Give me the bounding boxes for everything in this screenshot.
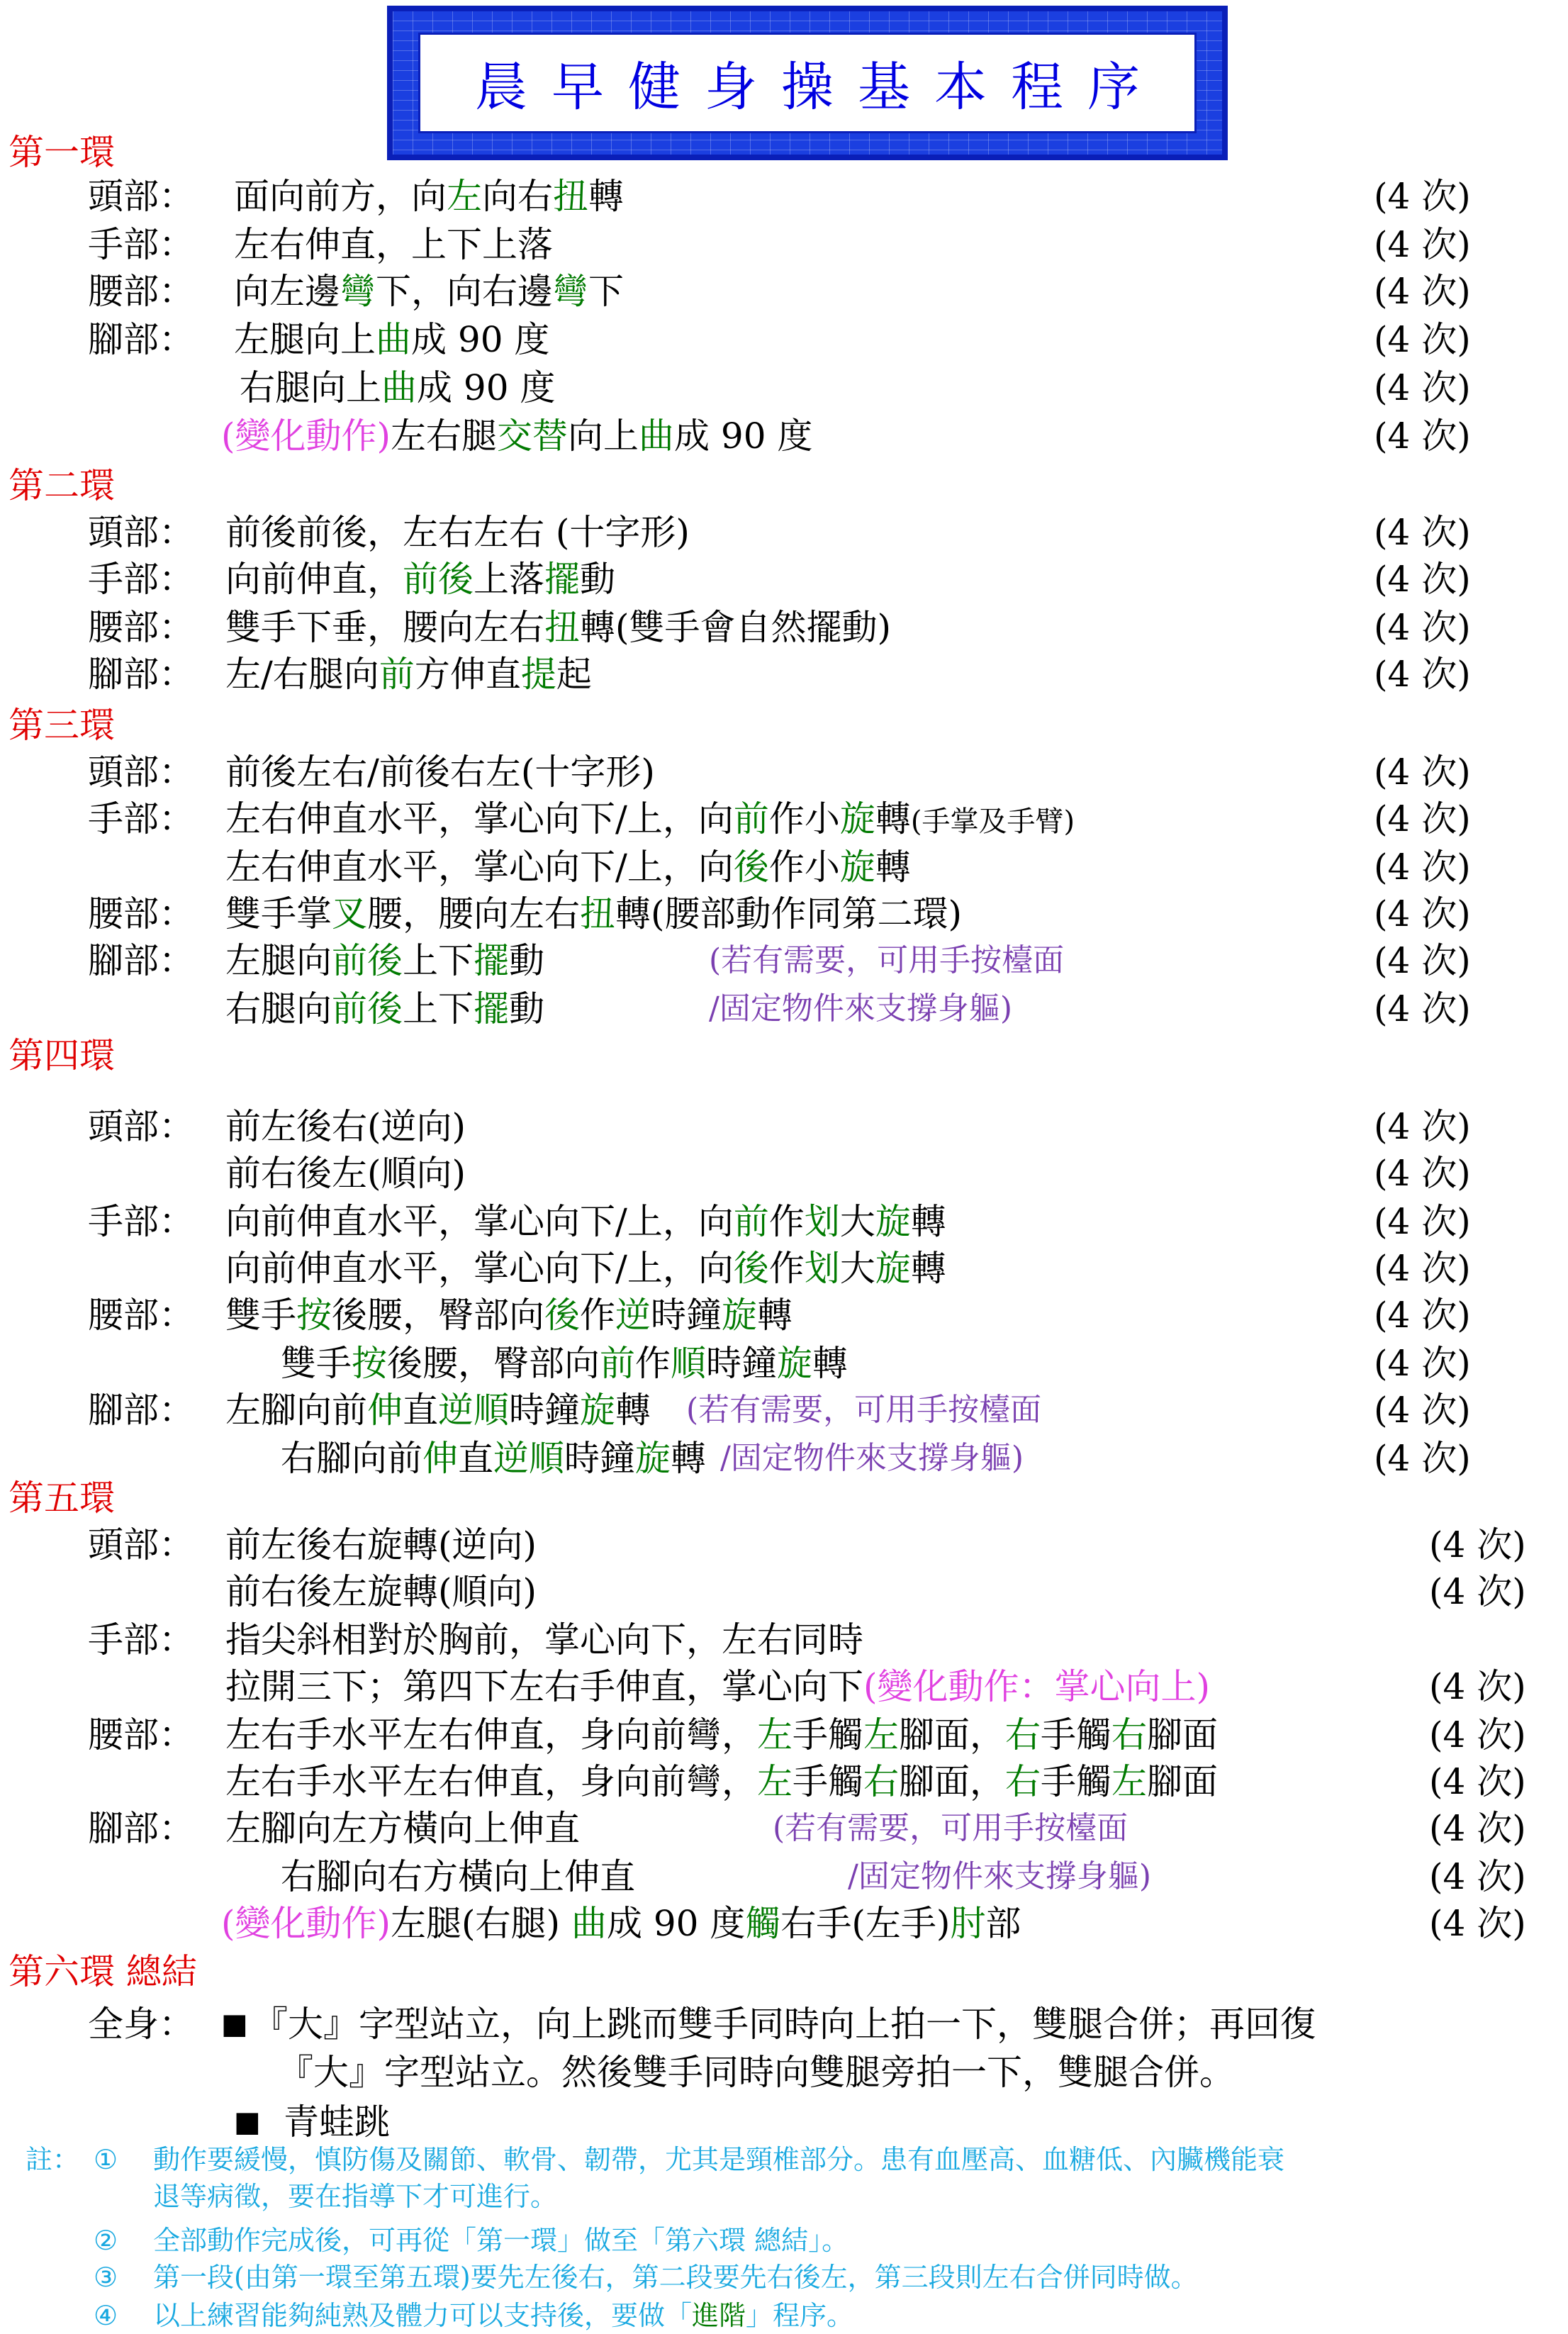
exercise-instruction [225,1712,1218,1758]
note-text: 退等病徵，要在指導下才可進行。 [153,2181,558,2212]
summary-line: 青蛙跳 [284,2101,390,2143]
body-part-label: 全身： [88,2004,194,2045]
instruction-text: 左右手水平左右伸直，身向前彎， [225,1714,757,1755]
summary-line: 『大』字型站立，向上跳而雙手同時向上拍一下，雙腿合併；再回復 [252,2004,1316,2045]
repetition-count: (4 次) [1429,1903,1526,1944]
repetition-count: (4 次) [1429,1571,1526,1612]
instruction-text: 動 [509,988,544,1029]
instruction-text: 向左邊 [234,271,340,312]
instruction-text: 右腳向前 [281,1438,422,1479]
emphasis-term: 逆順 [493,1438,564,1479]
exercise-instruction [225,556,615,603]
note-text: 第一段(由第一環至第五環)要先左後右，第二段要先右後左，第三段則左右合併同時做。 [153,2262,1198,2293]
exercise-instruction [281,1340,848,1387]
instruction-text: 手觸 [1041,1714,1111,1755]
instruction-text: 左右手水平左右伸直，身向前彎， [225,1761,757,1802]
instruction-text: 成 90 度 [674,415,813,457]
support-note: /固定物件來支撐身軀) [720,1440,1024,1476]
instruction-text: 轉 [875,847,911,888]
instruction-text: 時鐘 [509,1390,580,1431]
repetition-count: (4 次) [1374,224,1471,265]
instruction-text: 右手(左手) [780,1903,951,1944]
exercise-instruction [225,937,544,984]
note-marker: ② [94,2225,118,2256]
emphasis-term: 前後 [332,988,403,1029]
body-part-label: 腳部： [88,654,194,695]
instruction-text: 左腿向 [225,940,332,981]
instruction-text: 手觸 [793,1761,863,1802]
instruction-text: 腳面， [899,1761,1005,1802]
emphasis-term: 旋 [839,798,875,839]
exercise-instruction [225,749,655,795]
variation-label: (變化動作) [221,415,391,457]
emphasis-term: 逆順 [438,1390,509,1431]
instruction-text: 作 [635,1343,671,1384]
note-text-part: 」程序。 [746,2300,854,2331]
instruction-text: 轉 [812,1343,848,1384]
bullet-icon: ■ [234,2106,261,2138]
instruction-text: 雙手 [225,1295,296,1336]
exercise-instruction [225,1663,1210,1710]
instruction-text: 起 [556,654,592,695]
instruction-text: 方伸直 [414,654,521,695]
emphasis-term: 旋 [722,1295,757,1336]
emphasis-term: 交替 [497,415,569,457]
repetition-count: (4 次) [1429,1761,1526,1802]
emphasis-term: 前後 [403,559,474,600]
exercise-instruction [234,221,553,268]
exercise-instruction [240,364,555,411]
repetition-count: (4 次) [1374,1106,1471,1147]
instruction-text: 手觸 [1041,1761,1111,1802]
repetition-count: (4 次) [1429,1666,1526,1707]
instruction-text: 轉 [910,1201,946,1242]
title-box [418,33,1197,133]
repetition-count: (4 次) [1374,607,1471,648]
instruction-text: 時鐘 [651,1295,722,1336]
body-part-label: 腰部： [88,1295,194,1336]
instruction-text: 向前伸直， [225,559,403,600]
instruction-text: 左腳向左方橫向上伸直 [225,1808,580,1849]
instruction-text: 作 [580,1295,615,1336]
instruction-text: 前左後右(逆向) [225,1106,466,1147]
instruction-text: 時鐘 [564,1438,635,1479]
instruction-text: 轉 [757,1295,793,1336]
section-heading: 第五環 [9,1478,115,1519]
emphasis-term: 右 [1005,1761,1041,1802]
instruction-text: 轉(腰部動作同第二環) [615,893,963,934]
instruction-text: 上下 [403,988,474,1029]
repetition-count: (4 次) [1429,1714,1526,1755]
instruction-text: 直 [403,1390,438,1431]
support-note: (若有需要，可用手按檯面 [709,942,1065,978]
variation-label: (變化動作：掌心向上) [863,1666,1211,1707]
body-part-label: 手部： [88,559,194,600]
emphasis-term: 彎 [340,271,376,312]
instruction-text: 轉 [875,798,911,839]
exercise-instruction [221,1900,1021,1947]
emphasis-term: 左 [863,1714,899,1755]
repetition-count: (4 次) [1374,415,1471,457]
instruction-text: 下 [588,271,624,312]
body-part-label: 腰部： [88,1714,194,1755]
section-heading: 第二環 [9,465,115,506]
exercise-instruction [225,1245,946,1292]
support-note: (若有需要，可用手按檯面 [773,1810,1129,1846]
instruction-text: 部 [985,1903,1021,1944]
instruction-text: 腳面 [1147,1714,1218,1755]
emphasis-term: 叉 [332,893,367,934]
instruction-text: 作 [768,1248,805,1289]
emphasis-term: 曲 [381,367,417,408]
repetition-count: (4 次) [1374,1438,1471,1479]
repetition-count: (4 次) [1374,1248,1471,1289]
instruction-text: 面向前方，向 [234,176,447,217]
exercise-instruction [234,173,624,220]
repetition-count: (4 次) [1429,1856,1526,1897]
emphasis-term: 右 [1005,1714,1041,1755]
exercise-instruction [281,1853,635,1900]
exercise-instruction [225,1292,793,1339]
instruction-text: 前後左右/前後右左(十字形) [225,752,655,793]
emphasis-term: 旋 [580,1390,615,1431]
emphasis-term: 後 [544,1295,580,1336]
emphasis-term: 右 [863,1761,899,1802]
exercise-instruction [225,1521,537,1568]
instruction-text: 指尖斜相對於胸前，掌心向下，左右同時 [225,1619,863,1660]
emphasis-term: 左 [447,176,482,217]
exercise-instruction [225,604,891,651]
repetition-count: (4 次) [1374,847,1471,888]
instruction-text: 轉 [910,1248,946,1289]
instruction-text: 時鐘 [706,1343,777,1384]
support-note: (若有需要，可用手按檯面 [686,1392,1042,1428]
instruction-text: 動 [509,940,544,981]
exercise-instruction [225,1617,863,1663]
emphasis-term: 扭 [544,607,580,648]
note-marker: ③ [94,2262,118,2293]
repetition-count: (4 次) [1374,893,1471,934]
emphasis-term: 曲 [571,1903,607,1944]
repetition-count: (4 次) [1374,1153,1471,1194]
instruction-text: 向前伸直水平，掌心向下/上，向 [225,1201,734,1242]
exercise-instruction [225,890,962,937]
instruction-text: 成 90 度 [606,1903,746,1944]
instruction-text: 轉 [588,176,624,217]
page-title: 晨早健身操基本程序 [475,57,1164,118]
note-marker: ④ [94,2300,118,2331]
repetition-count: (4 次) [1374,654,1471,695]
instruction-text: 後腰，臀部向 [332,1295,544,1336]
instruction-text: 左腳向前 [225,1390,367,1431]
emphasis-term: 彎 [553,271,588,312]
emphasis-term: 前 [600,1343,635,1384]
note-text [153,2299,853,2333]
exercise-instruction [225,844,911,890]
emphasis-term: 划 [804,1201,840,1242]
instruction-text: 前後前後，左右左右 (十字形) [225,512,690,553]
repetition-count: (4 次) [1374,1201,1471,1242]
emphasis-term: 順 [671,1343,706,1384]
exercise-instruction [281,1435,706,1482]
exercise-instruction [225,1150,466,1197]
exercise-instruction [225,1103,466,1150]
instruction-text: 左右伸直，上下上落 [234,224,553,265]
instruction-text: 向右 [482,176,553,217]
emphasis-term: 右 [1111,1714,1147,1755]
exercise-instruction [225,795,1075,845]
body-part-label: 腰部： [88,893,194,934]
instruction-text: 大 [839,1201,875,1242]
instruction-text: 腰，腰向左右 [367,893,580,934]
emphasis-term: 左 [1111,1761,1147,1802]
body-part-label: 腰部： [88,607,194,648]
emphasis-term: 左 [757,1714,793,1755]
instruction-text: 轉 [671,1438,706,1479]
repetition-count: (4 次) [1374,988,1471,1029]
instruction-text: 左右伸直水平，掌心向下/上，向 [225,847,734,888]
instruction-text: 直 [458,1438,493,1479]
repetition-count: (4 次) [1429,1808,1526,1849]
emphasis-term: 扭 [580,893,615,934]
emphasis-term: 前後 [332,940,403,981]
instruction-text: 上下 [403,940,474,981]
section-heading: 第一環 [9,132,115,173]
instruction-text: 左腿(右腿) [391,1903,571,1944]
repetition-count: (4 次) [1374,1390,1471,1431]
repetition-count: (4 次) [1374,559,1471,600]
body-part-label: 手部： [88,224,194,265]
emphasis-term: 按 [296,1295,332,1336]
advanced-level-term: 進階 [692,2300,746,2331]
instruction-text: 大 [839,1248,875,1289]
body-part-label: 腳部： [88,1808,194,1849]
exercise-instruction [225,985,544,1032]
instruction-text: 轉(雙手會自然擺動) [580,607,892,648]
instruction-text: 雙手 [281,1343,352,1384]
instruction-text: 轉 [615,1390,651,1431]
support-note: /固定物件來支撐身軀) [709,990,1012,1027]
emphasis-term: 左 [757,1761,793,1802]
emphasis-term: 提 [520,654,556,695]
repetition-count: (4 次) [1374,319,1471,360]
emphasis-term: 旋 [875,1201,911,1242]
exercise-instruction [234,316,549,363]
emphasis-term: 扭 [553,176,588,217]
support-note: /固定物件來支撐身軀) [848,1858,1151,1894]
emphasis-term: 擺 [474,940,509,981]
exercise-instruction [234,268,624,315]
body-part-label: 腰部： [88,271,194,312]
exercise-instruction [225,1198,946,1245]
note-text-part: 以上練習能夠純熟及體力可以支持後，要做「 [153,2300,693,2331]
emphasis-term: 旋 [839,847,875,888]
body-part-label: 頭部： [88,1106,194,1147]
emphasis-term: 曲 [639,415,675,457]
body-part-label: 頭部： [88,176,194,217]
instruction-text: 右腳向右方橫向上伸直 [281,1856,635,1897]
instruction-text: 作小 [768,847,840,888]
instruction-text: 右腿向上 [240,367,381,408]
body-part-label: 手部： [88,798,194,839]
repetition-count: (4 次) [1374,798,1471,839]
body-part-label: 頭部： [88,1524,194,1565]
emphasis-term: 擺 [544,559,580,600]
section-heading: 第六環 總結 [9,1951,197,1992]
instruction-text: 後腰，臀部向 [387,1343,600,1384]
instruction-text: 腳面 [1147,1761,1218,1802]
instruction-text: 前左後右旋轉(逆向) [225,1524,537,1565]
emphasis-term: 前 [733,1201,769,1242]
exercise-instruction [225,651,592,698]
instruction-text: 下，向右邊 [376,271,553,312]
repetition-count: (4 次) [1374,271,1471,312]
notes-label: 註： [26,2144,80,2175]
emphasis-term: 前 [733,798,769,839]
summary-line: 『大』字型站立。然後雙手同時向雙腿旁拍一下，雙腿合併。 [278,2052,1235,2093]
instruction-text: 上落 [474,559,544,600]
instruction-text: 向前伸直水平，掌心向下/上，向 [225,1248,734,1289]
repetition-count: (4 次) [1429,1524,1526,1565]
instruction-text: 左腿向上 [234,319,376,360]
section-heading: 第三環 [9,705,115,746]
instruction-text: 腳面， [899,1714,1005,1755]
repetition-count: (4 次) [1374,367,1471,408]
section-heading: 第四環 [9,1035,115,1076]
repetition-count: (4 次) [1374,752,1471,793]
exercise-instruction [225,509,690,556]
body-part-label: 手部： [88,1619,194,1660]
emphasis-term: 划 [804,1248,840,1289]
instruction-text: 左/右腿向 [225,654,379,695]
note-marker: ① [94,2144,118,2175]
emphasis-term: 觸 [745,1903,781,1944]
exercise-instruction [225,1758,1218,1805]
instruction-text: 成 90 度 [411,319,550,360]
emphasis-term: 旋 [777,1343,812,1384]
emphasis-term: 旋 [635,1438,671,1479]
instruction-text: 動 [580,559,615,600]
emphasis-term: 伸 [422,1438,458,1479]
exercise-instruction [225,1805,580,1852]
instruction-text: 左右腿 [391,415,498,457]
repetition-count: (4 次) [1374,1295,1471,1336]
instruction-text: 左右伸直水平，掌心向下/上，向 [225,798,734,839]
note-text: 全部動作完成後，可再從「第一環」做至「第六環 總結」。 [153,2225,849,2256]
body-part-label: 頭部： [88,752,194,793]
body-part-label: 頭部： [88,512,194,553]
instruction-text: 拉開三下；第四下左右手伸直，掌心向下 [225,1666,863,1707]
body-part-label: 手部： [88,1201,194,1242]
emphasis-term: 後 [733,1248,769,1289]
emphasis-term: 後 [733,847,769,888]
body-part-label: 腳部： [88,319,194,360]
emphasis-term: 肘 [950,1903,986,1944]
instruction-text: 作 [768,1201,805,1242]
instruction-text: 前右後左(順向) [225,1153,466,1194]
instruction-text: 雙手下垂，腰向左右 [225,607,544,648]
instruction-text: 雙手掌 [225,893,332,934]
repetition-count: (4 次) [1374,176,1471,217]
emphasis-term: 曲 [376,319,411,360]
exercise-instruction [221,413,812,459]
instruction-text: 右腿向 [225,988,332,1029]
repetition-count: (4 次) [1374,1343,1471,1384]
exercise-instruction [225,1387,651,1434]
body-part-label: 腳部： [88,940,194,981]
emphasis-term: 伸 [367,1390,403,1431]
bullet-icon: ■ [221,2008,248,2040]
title-frame [387,6,1228,160]
variation-label: (變化動作) [221,1903,391,1944]
exercise-instruction [225,1568,537,1615]
repetition-count: (4 次) [1374,512,1471,553]
emphasis-term: 擺 [474,988,509,1029]
emphasis-term: 逆 [615,1295,651,1336]
repetition-count: (4 次) [1374,940,1471,981]
instruction-text: 作小 [768,798,840,839]
instruction-text: 手觸 [793,1714,863,1755]
instruction-text: 向上 [568,415,639,457]
instruction-text: (手掌及手臂) [910,805,1075,838]
instruction-text: 成 90 度 [417,367,556,408]
body-part-label: 腳部： [88,1390,194,1431]
note-text: 動作要緩慢，慎防傷及關節、軟骨、韌帶，尤其是頸椎部分。患有血壓高、血糖低、內臟機能衰 [153,2144,1285,2175]
emphasis-term: 前 [379,654,415,695]
instruction-text: 前右後左旋轉(順向) [225,1571,537,1612]
emphasis-term: 按 [352,1343,387,1384]
emphasis-term: 旋 [875,1248,911,1289]
